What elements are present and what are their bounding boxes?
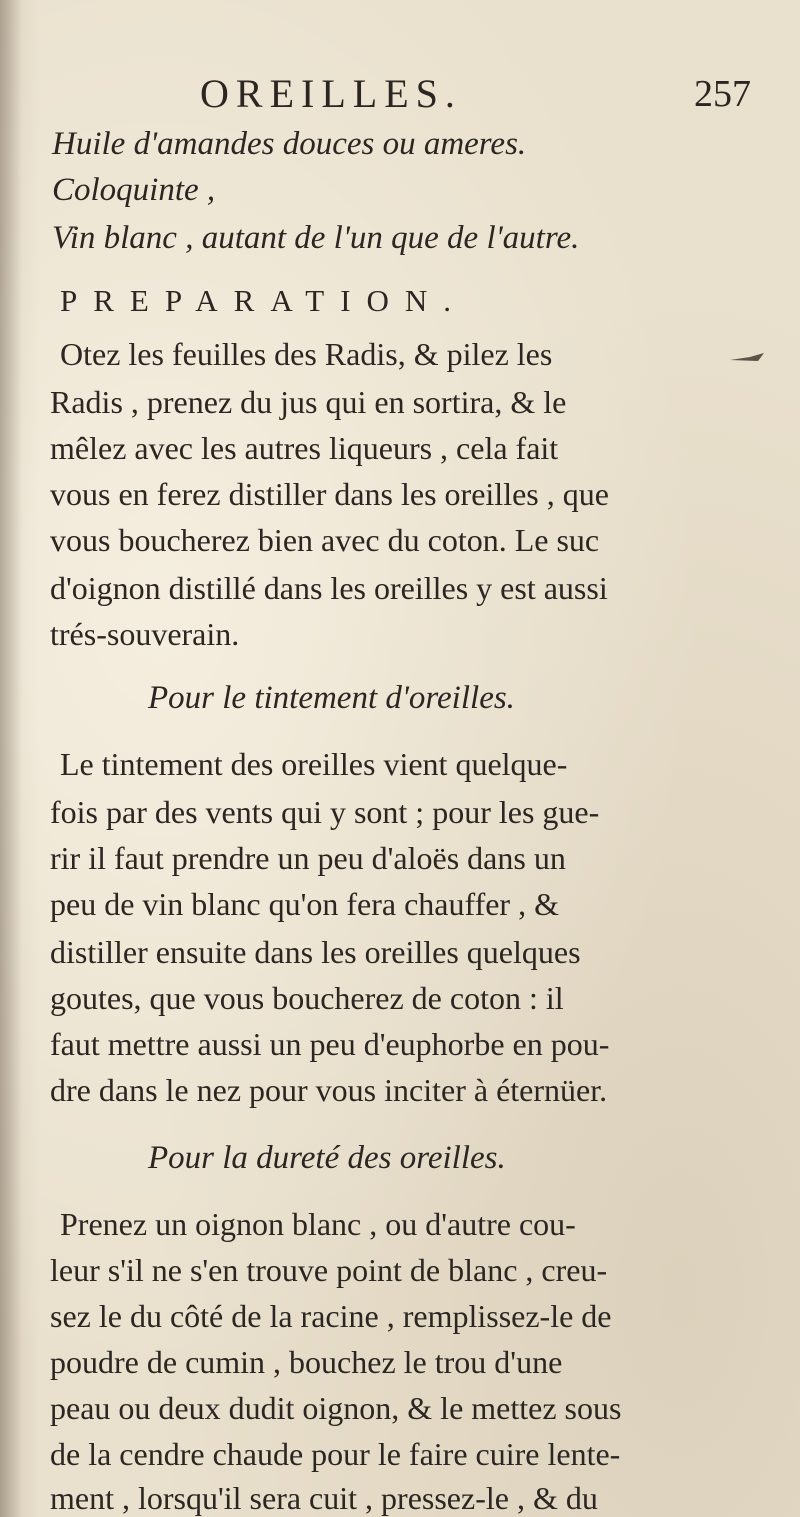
paragraph-line: Radis , prenez du jus qui en sortira, & le <box>50 384 567 420</box>
page-number: 257 <box>694 73 751 115</box>
paragraph-line: goutes, que vous boucherez de coton : il <box>50 980 564 1016</box>
paragraph-line: leur s'il ne s'en trouve point de blanc , creu- <box>50 1252 608 1288</box>
paragraph-line: Le tintement des oreilles vient quelque- <box>60 746 568 782</box>
ingredient-line: Coloquinte , <box>52 172 216 208</box>
paragraph-line: trés-souverain. <box>50 616 240 652</box>
ingredient-line: Vin blanc , autant de l'un que de l'autre. <box>52 220 580 256</box>
paragraph-line: distiller ensuite dans les oreilles quelques <box>50 934 581 970</box>
ink-blot-mark <box>728 352 766 364</box>
paragraph-line: sez le du côté de la racine , remplissez-le de <box>50 1298 612 1334</box>
running-title: OREILLES. <box>200 71 462 116</box>
paragraph-line: fois par des vents qui y sont ; pour les gue- <box>50 794 600 830</box>
preparation-heading: PREPARATION. <box>60 283 468 318</box>
paragraph-line: de la cendre chaude pour le faire cuire lente- <box>50 1436 621 1472</box>
paragraph-line: d'oignon distillé dans les oreilles y est aussi <box>50 570 608 606</box>
subheading: Pour la dureté des oreilles. <box>148 1140 506 1176</box>
subheading: Pour le tintement d'oreilles. <box>148 680 515 716</box>
paragraph-line: Otez les feuilles des Radis, & pilez les <box>60 336 553 372</box>
paragraph-line: ment , lorsqu'il sera cuit , pressez-le , & du <box>50 1480 598 1516</box>
paragraph-line: Prenez un oignon blanc , ou d'autre cou- <box>60 1206 576 1242</box>
paragraph-line: vous en ferez distiller dans les oreilles , que <box>50 476 609 512</box>
paragraph-line: dre dans le nez pour vous inciter à éternüer. <box>50 1072 608 1108</box>
paragraph-line: peu de vin blanc qu'on fera chauffer , & <box>50 886 559 922</box>
paragraph-line: mêlez avec les autres liqueurs , cela fait <box>50 430 559 466</box>
paragraph-line: rir il faut prendre un peu d'aloës dans un <box>50 840 566 876</box>
ingredient-line: Huile d'amandes douces ou ameres. <box>52 126 527 162</box>
paragraph-line: poudre de cumin , bouchez le trou d'une <box>50 1344 563 1380</box>
page-gutter-shadow <box>0 0 22 1517</box>
page-header <box>0 70 800 120</box>
paragraph-line: faut mettre aussi un peu d'euphorbe en pou- <box>50 1026 610 1062</box>
paragraph-line: vous boucherez bien avec du coton. Le suc <box>50 522 600 558</box>
paragraph-line: peau ou deux dudit oignon, & le mettez sous <box>50 1390 622 1426</box>
